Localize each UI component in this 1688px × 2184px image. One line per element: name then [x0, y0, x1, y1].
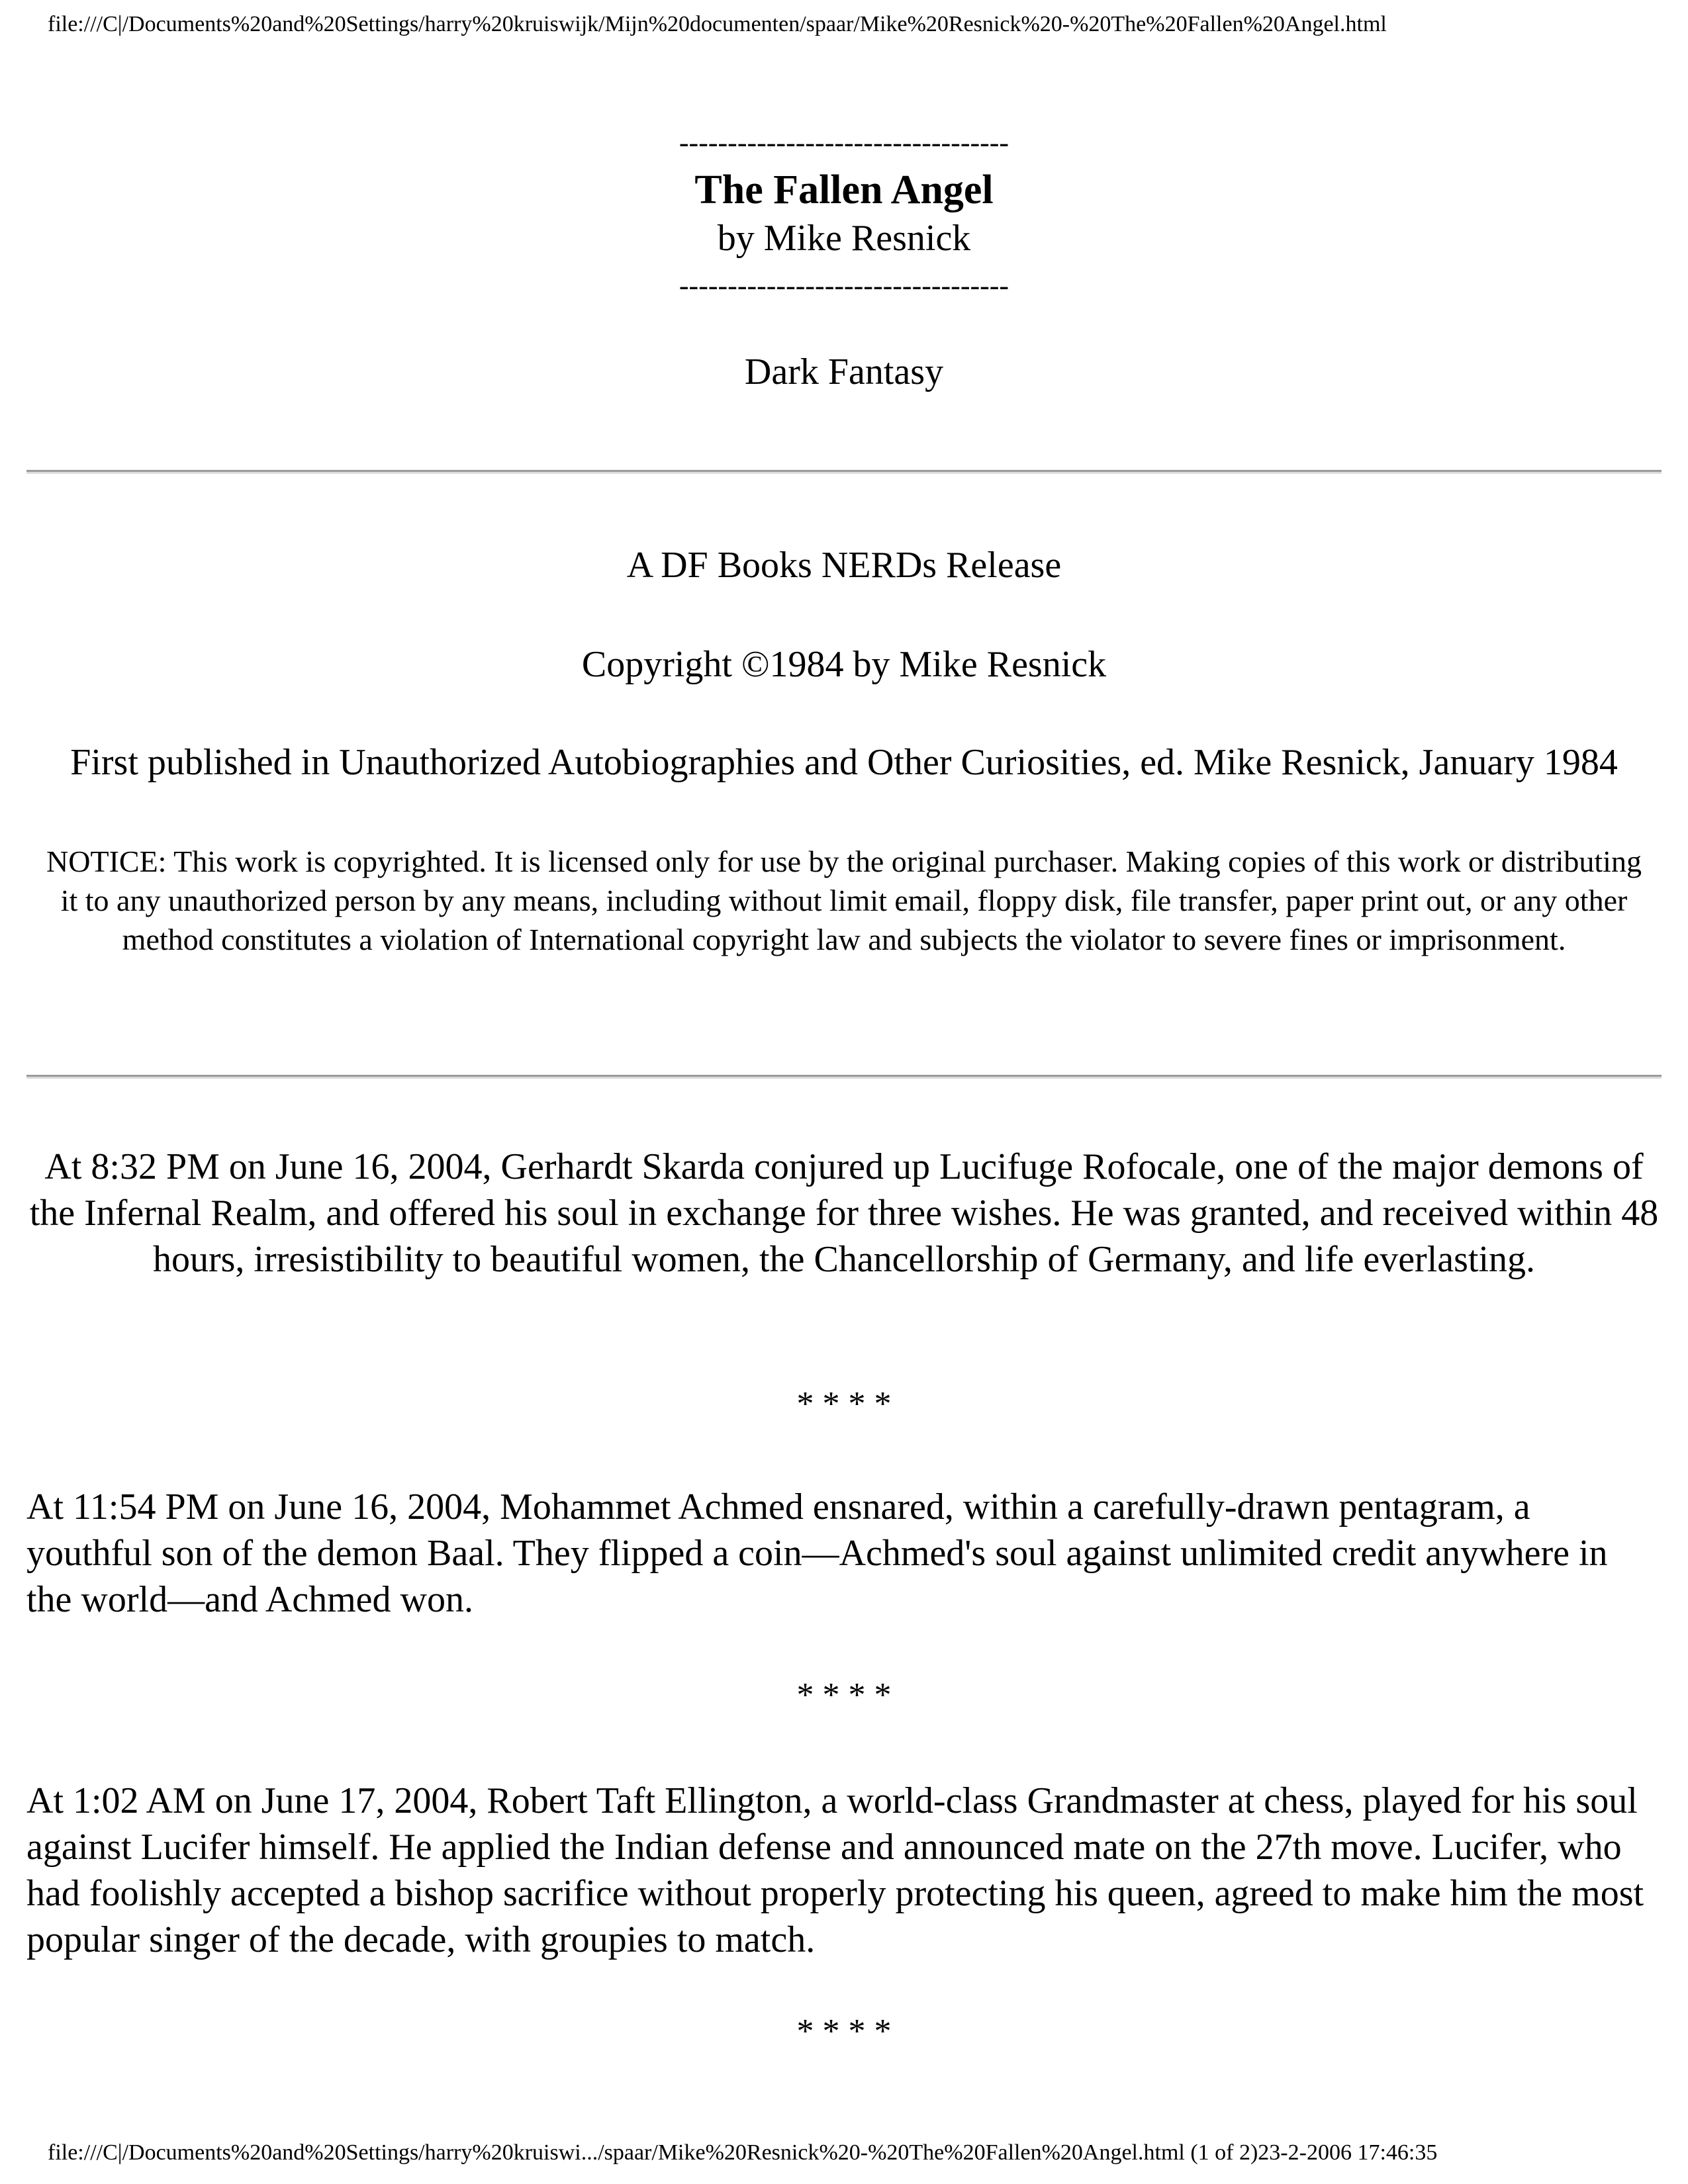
scene-separator-1: * * * * [796, 1385, 892, 1423]
page-footer-url: file:///C|/Documents%20and%20Settings/harry%20kruiswi.../spaar/Mike%20Resnick%20-%20The%20Fallen%20Angel.html (1 of 2)23-2-2006 17:46:35 [48, 2140, 1438, 2165]
author-byline: by Mike Resnick [717, 218, 971, 259]
page-header-url: file:///C|/Documents%20and%20Settings/harry%20kruiswijk/Mijn%20documenten/spaar/Mike%20Resnick%20-%20The%20Fallen%20Angel.html [48, 12, 1387, 36]
story-title: The Fallen Angel [694, 167, 994, 212]
first-published-line: First published in Unauthorized Autobiographies and Other Curiosities, ed. Mike Resnick, January 1984 [70, 742, 1618, 783]
copyright-notice: NOTICE: This work is copyrighted. It is licensed only for use by the original purchaser. Making copies of this work or distributing it to any unauthorized person by any means, including without limit email, floppy disk, file transfer, paper print out, or any other method constitutes a violation of International copyright law and subjects the violator to severe fines or imprisonment. [46, 844, 1642, 956]
story-paragraph-2: At 11:54 PM on June 16, 2004, Mohammet Achmed ensnared, within a carefully-drawn pentagram, a youthful son of the demon Baal. They flipped a coin—Achmed's soul against unlimited credit anywhere in the world—and Achmed won. [26, 1486, 1608, 1620]
story-paragraph-3: At 1:02 AM on June 17, 2004, Robert Taft Ellington, a world-class Grandmaster at chess, played for his soul against Lucifer himself. He applied the Indian defense and announced mate on the 27th move. Lucifer, who had foolishly accepted a bishop sacrifice without properly protecting his queen, agreed to make him the most popular singer of the decade, with groupies to match. [26, 1780, 1644, 1960]
horizontal-rule-1 [26, 470, 1662, 474]
scene-separator-2: * * * * [796, 1676, 892, 1714]
genre-label: Dark Fantasy [744, 351, 944, 392]
release-line: A DF Books NERDs Release [626, 545, 1062, 586]
horizontal-rule-2 [26, 1075, 1662, 1079]
scene-separator-3: * * * * [796, 2013, 892, 2050]
copyright-line: Copyright ©1984 by Mike Resnick [581, 644, 1107, 685]
title-divider-top: ---------------------------------- [679, 126, 1009, 159]
title-divider-bottom: ---------------------------------- [679, 269, 1009, 302]
story-paragraph-1: At 8:32 PM on June 16, 2004, Gerhardt Skarda conjured up Lucifuge Rofocale, one of the major demons of the Infernal Realm, and offered his soul in exchange for three wishes. He was granted, and received within 48 hours, irresistibility to beautiful women, the Chancellorship of Germany, and life everlasting. [29, 1146, 1659, 1280]
